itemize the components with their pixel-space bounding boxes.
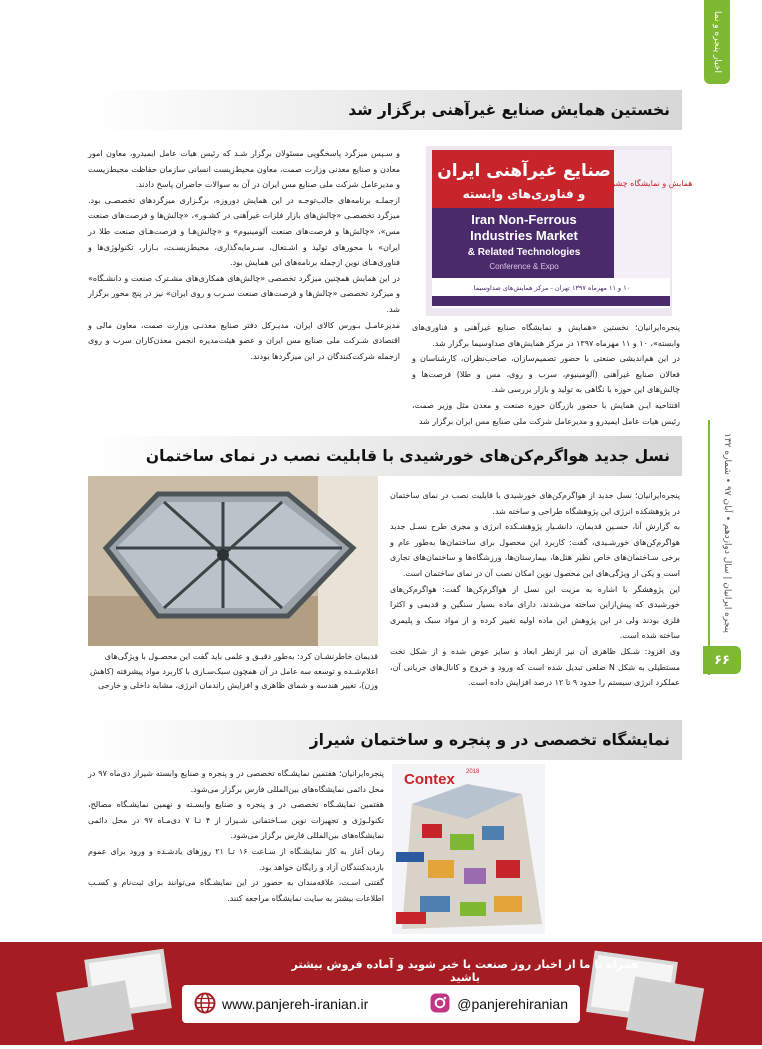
article1-headline: نخستین همایش صنایع غیرآهنی برگزار شد [88, 90, 682, 130]
paragraph: و سـپس میزگرد پاسخگویی مسئولان برگزار شـد که رئیس هیات عامل ایمیدرو، معاون امور معادن و صنایع معدنی وزارت صمت، معاون محیط‌زیست انسانی سازمان حفاظت محیط‌زیست و مدیرعامل شرکت ملی صنایع مس ایران در آن به سوالات حاضران پاسخ دادند. [88, 149, 400, 190]
conference-poster-image [412, 146, 693, 316]
instagram-handle: @panjerehiranian [457, 996, 568, 1012]
poster-title-en-3: & Related Technologies [467, 247, 581, 258]
website-link[interactable] [194, 992, 368, 1017]
poster-title-en-2: Industries Market [470, 228, 578, 243]
poster-subtitle-fa: و فناوری‌های وابسته [462, 187, 586, 201]
article1-left-column [88, 146, 400, 364]
instagram-link[interactable] [429, 992, 568, 1017]
expo-hall-image [392, 764, 545, 934]
paragraph: افتتاحیه ایـن همایش با حضور بازرگان حوزه صنعت و معدن مثل وزیر صمت، رئیس هیات عامل ایمیدرو و مدیرعامل شرکت ملی صنایع مس ایران برگزار شد [412, 400, 680, 426]
paragraph: پنجره‌ایرانیان؛ نسل جدید از هواگرم‌کن‌های خورشیدی با قابلیت نصب در نمای ساختمان در پژوهشکده انرژی این پژوهشگاه طراحی و ساخته شد. [390, 491, 680, 516]
side-divider [708, 420, 710, 675]
paragraph: مدیرعامـل بـورس کالای ایران، مدیـرکل دفتر صنایع معدنـی وزارت صمت، معاون مالی و اقتصادی شـرکت ملی صنایع مس ایران و عضو هیئت‌مدیره انجمن معدن‌کاران سرب و روی ازجمله شرکت‌کنندگان در این میزگردها بودند. [88, 320, 400, 361]
website-url: www.panjereh-iranian.ir [222, 996, 369, 1012]
solar-heater-graphic [88, 476, 378, 646]
paragraph: وی افزود: شـکل ظاهری آن نیز ازنظر ابعاد و سایز عوض شده و از شکل تخت مستطیلی به شکل N ضلعی تبدیل شده است که ورود و خروج و کانال‌های جریانی آن، عملکرد انرژی سیستم را حدود ۹ تا ۱۲ درصد افزایش داده است. [390, 646, 681, 688]
poster-side-fa: همایش و نمایشگاه چشم‌انداز [595, 179, 693, 188]
footer-contact-bar [182, 985, 580, 1023]
paragraph: در این هم‌اندیشی صنعتی با حضور تصمیم‌سازان، صاحب‌نظران، کارشناسان و فعالان صنایع غیرآهنی (آلومینیوم، سرب و روی، مس و طلا) فرصت‌ها و چالش‌های این حوزه با نگاهی به تولید و بازار بررسی شد. [412, 354, 680, 395]
paragraph: به گزارش آنا، حسـین قدیمان، دانشـیار پژوهشـکده انرژی و مجری طرح نسـل جدید هواگرم‌کن‌های خورشـیدی، گفت: کاربرد این محصول برای ساختمان‌ها به‌طور عام و برخی سـاختمان‌های خاص نظیر هتل‌ها، بیمارستان‌ها، ورزشگاه‌ها و ساختمان‌های تجاری است و یکی از ویژگی‌های این محصول نوین امکان نصب آن در نمای ساختمان است. [390, 522, 680, 578]
article2-column [390, 488, 680, 691]
poster-graphic [412, 146, 693, 316]
poster-title-fa: صنایع غیرآهنی ایران [437, 161, 611, 181]
paragraph: ازجملـه برنامه‌های جالب‌توجـه در این همایش دوروزه، برگـزاری میزگردهای تخصصـی بود. میزگرد تخصصـی «چالش‌های بازار فلزات غیرآهنی در کشـور»، «چالش‌ها و فرصت‌های صنعت مس»، «چالش‌ها و فرصت‌های صنعت آلومینیوم» و «چالش‌هـا و فرصت‌هـای صنعت طلا در ایران» با محورهای تولید و اشـتغال، سـرمایه‌گذاری، محیط‌زیسـت، بـازار، تکنولوژی‌ها و فناوری‌هـای نوین ازجمله برنامه‌های این همایش بود. [88, 195, 400, 268]
article3-column [88, 766, 384, 906]
solar-heater-photo [88, 476, 378, 646]
expo-hall-graphic [392, 764, 545, 934]
poster-title-en-4: Conference & Expo [489, 262, 559, 271]
paragraph: پنجره‌ایرانیان؛ نخستین «همایش و نمایشگاه صنایع غیرآهنی و فناوری‌های وابسته»، ۱۰ و ۱۱ مهرماه ۱۳۹۷ در مرکز همایش‌های صداوسیما برگزار شد. [412, 323, 680, 348]
article1-right-column [412, 320, 680, 429]
contex-logo: Contex [404, 771, 455, 788]
paragraph: زمان آغاز به کار نمایشـگاه از سـاعت ۱۶ تـا ۲۱ روزهای یادشـده و ورود برای عموم بازدیدکنندگان آزاد و رایگان خواهد بود. [88, 846, 384, 872]
article2-headline: نسل جدید هواگرم‌کن‌های خورشیدی با قابلیت نصب در نمای ساختمان [88, 436, 682, 476]
poster-title-en-1: Iran Non-Ferrous [471, 212, 577, 227]
page-number: ۶۶ [703, 646, 741, 674]
contex-logo-year: 2018 [466, 769, 480, 775]
article3-headline: نمایشگاه تخصصی در و پنجره و ساختمان شیراز [88, 720, 682, 760]
globe-icon [194, 992, 216, 1017]
paragraph: این پژوهشگر با اشاره به مزیت این نسل از هواگرم‌کن‌ها گفت: هواگرم‌کن‌های خورشیدی که پیش‌ازاین ساخته می‌شدند، دارای ماده بسیار سنگین و قدیمی و اکثرا فلزی بودند ولی در این پژوهش این ماده اولیه تغییر کرده و از مواد سبک و پلیمری ساخته شده است. [390, 584, 680, 641]
poster-date: ۱۰ و ۱۱ مهرماه ۱۳۹۷ تهران - مرکز همایش‌های صداوسیما [473, 284, 631, 292]
paragraph: هفتمین نمایشـگاه تخصصی در و پنجره و صنایع وابسـته و نهمین نمایشـگاه مصالح، تکنولـوژی و تجهیزات نوین سـاختمانی شـیراز از ۴ تـا ۷ دی‌مـاه ۹۷ در محل دائمی نمایشگاه‌های بین‌المللی فارس برگزار می‌شود. [88, 800, 385, 841]
paragraph: پنجره‌ایرانیان؛ هفتمین نمایشـگاه تخصصی در و پنجره و صنایع وابسته شیراز دی‌ماه ۹۷ در محل دائمی نمایشگاه‌های بین‌المللی فارس برگزار می‌شود. [88, 769, 385, 794]
issue-info: پنجره ایرانیان | سال دوازدهم • آبان ۹۷ • شماره ۱۳۲ [722, 432, 732, 633]
article2-caption: قدیمان خاطرنشـان کرد: به‌طور دقیـق و علمی باید گفت این محصـول با ویژگی‌های اعلام‌شـده و توسعه سه عامل در آن همچون سبک‌سـازی با کاربرد مواد پیشرفته (کاهش وزن)، تغییر هندسه و شمای ظاهری و افزایش راندمان انرژی، مشابه داخلی و خارجی [90, 652, 378, 690]
section-tab: اخبار پنجره و نما [704, 0, 730, 84]
instagram-icon [429, 992, 451, 1017]
paragraph: گفتنی اسـت، علاقه‌مندان به حضور در این نمایشـگاه می‌توانند برای ثبت‌نام و کسـب اطلاعات بیشتر به سایت نمایشگاه مراجعه کنند. [88, 878, 384, 903]
footer-slogan: همراه یا ما از اخبار روز صنعت با خبر شوید و آماده فروش بیشتر باشید [291, 958, 639, 984]
paragraph: در این همایش همچنین میزگرد تخصصی «چالش‌های همکاری‌های مشـترک صنعت و دانشـگاه» و میزگرد تخصصی «چالش‌ها و فرصت‌های صنعت سـرب و روی ایران» نیز در پنج محور برگزار شد. [88, 273, 400, 314]
